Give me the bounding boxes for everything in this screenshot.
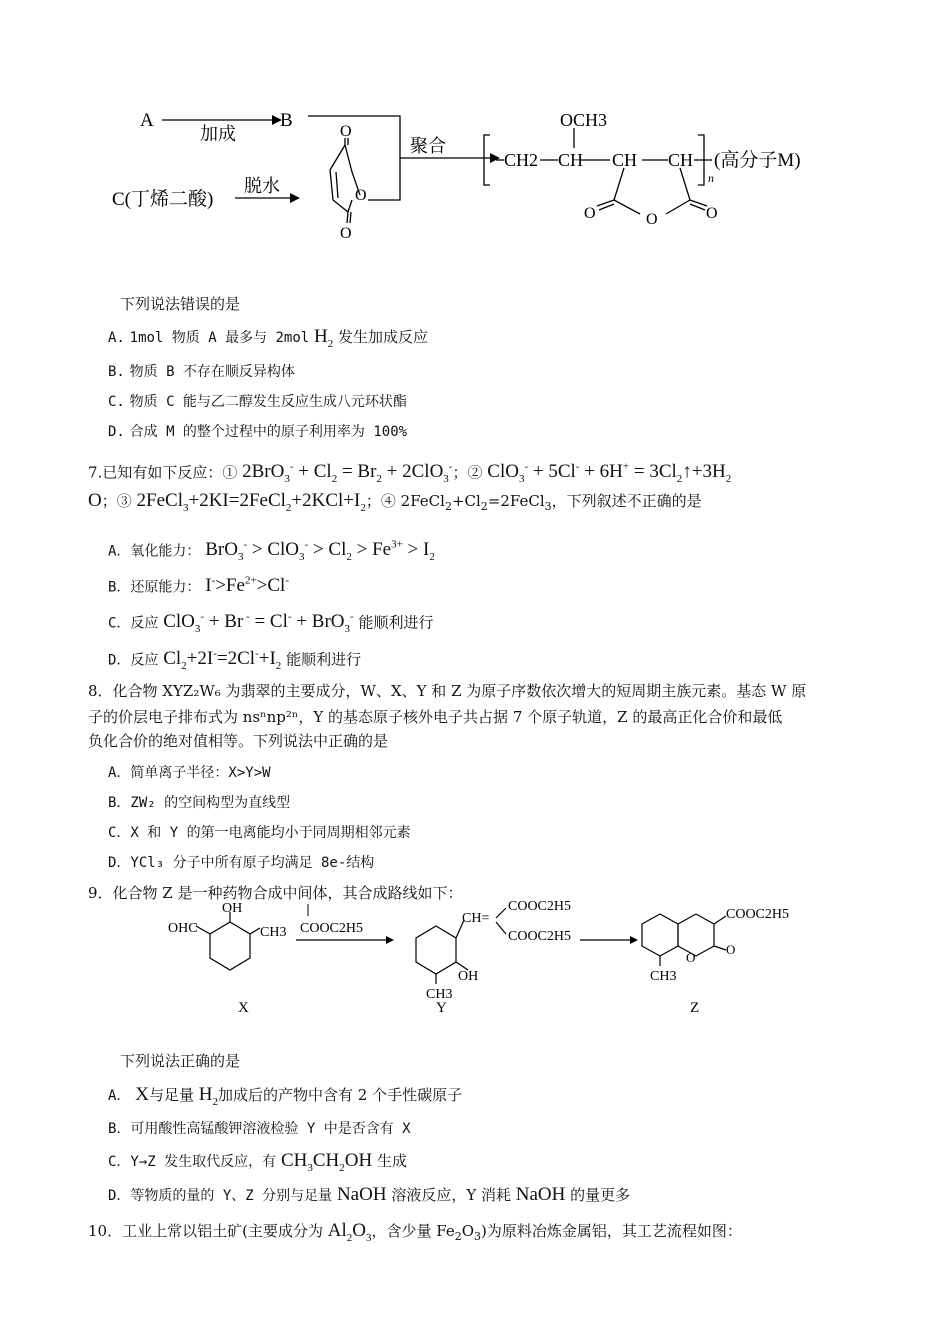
q9-option-b: B．可用酸性高锰酸钾溶液检验 Y 中是否含有 X [108,1121,411,1137]
svg-text:COOC2H5: COOC2H5 [300,921,364,936]
compound-c-label: C(丁烯二酸) [112,189,214,210]
q9-option-d: D．等物质的量的 Y、Z 分别与足量 NaOH 溶液反应，Y 消耗 NaOH 的量更多 [108,1184,631,1205]
compound-z-structure [642,914,726,966]
q7-option-c: C．反应 ClO$_3$- + Br - = Cl- + BrO$_3$- 能顺利进行 [108,611,434,636]
compound-a-label: A [140,110,154,131]
q6-option-b: B. 物质 B 不存在顺反异构体 [108,364,295,380]
q9-after-stem: 下列说法正确的是 [120,1052,241,1070]
q6-option-c: C. 物质 C 能与乙二醇发生反应生成八元环状酯 [108,394,407,410]
q8-stem-line1: 8．化合物 XYZ₂W₆ 为翡翠的主要成分，W、X、Y 和 Z 为原子序数依次增大的短周期主族元素。基态 W 原 [88,682,807,700]
q6-option-d: D. 合成 M 的整个过程中的原子利用率为 100% [108,424,408,440]
svg-text:O: O [706,205,718,222]
q9-option-c: C．Y→Z 发生取代反应，有 $CH_3CH_2OH$ 生成 [108,1150,407,1174]
compound-x-label: X [238,1000,249,1016]
svg-text:CH3: CH3 [260,925,287,940]
svg-text:CH: CH [558,150,584,170]
q8-stem-line2: 子的价层电子排布式为 nsⁿnp²ⁿ，Y 的基态原子核外电子共占据 7 个原子轨道，Z 的最高正化合价和最低 [88,708,783,726]
q10-stem: 10．工业上常以铝土矿(主要成分为 $Al_2O_3$，含少量 $Fe_2O_3$)为原料冶炼金属铝，其工艺流程如图： [88,1220,742,1244]
q7-option-b: B．还原能力： $I^->Fe^{2+}>Cl^-$ [108,575,289,597]
svg-text:O: O [340,225,352,242]
svg-text:CH3: CH3 [650,969,677,984]
addition-label: 加成 [200,124,236,144]
maleic-anhydride-structure [330,138,360,223]
q8-stem-line3: 负化合价的绝对值相等。下列说法中正确的是 [88,732,389,750]
svg-text:OH: OH [458,969,479,984]
svg-text:CH2: CH2 [504,150,539,170]
q7-stem-line2: O；③ $2FeCl_3+2KI=2FeCl_2+2KCl+I_2$；④ $2FeCl_2+Cl_2=2FeCl_3$，下列叙述不正确的是 [88,490,702,514]
q7-option-d: D．反应 $Cl_2+2I^-=2Cl^-+I_2$ 能顺利进行 [108,648,362,673]
svg-text:COOC2H5: COOC2H5 [508,900,572,914]
repeat-n-label: n [708,171,714,185]
q7-option-a: A．氧化能力： $BrO_3^- > ClO_3^- > Cl_2 > Fe^{3+} > I_2$ [108,539,435,564]
svg-text:OH: OH [222,901,243,916]
dehydration-label: 脱水 [244,176,280,196]
q8-option-b: B．ZW₂ 的空间构型为直线型 [108,795,291,811]
compound-y-label: Y [436,1000,447,1016]
svg-text:O: O [355,187,367,204]
compound-b-label: B [280,110,293,131]
q9-stem: 9．化合物 Z 是一种药物合成中间体，其合成路线如下： [88,884,463,902]
q8-option-c: C．X 和 Y 的第一电离能均小于同周期相邻元素 [108,825,411,841]
svg-text:CH3: CH3 [426,987,453,1002]
svg-text:OHC: OHC [168,921,198,936]
q8-option-a: A．简单离子半径：X>Y>W [108,765,271,781]
compound-z-label: Z [690,1000,700,1016]
q9-option-a: A． X与足量 $H_2$加成后的产物中含有 2 个手性碳原子 [108,1084,463,1108]
svg-text:O: O [686,950,696,965]
svg-text:O: O [340,123,352,140]
h2-formula: $H_2$ [314,326,334,350]
svg-text:O: O [584,205,596,222]
polymerization-label: 聚合 [410,136,446,156]
svg-text:CH: CH [668,150,694,170]
q8-option-d: D．YCl₃ 分子中所有原子均满足 8e-结构 [108,855,375,871]
compound-x-structure [196,912,260,970]
polymer-m-structure [484,128,712,214]
q6-stem: 下列说法错误的是 [120,295,241,313]
methoxy-label: OCH3 [560,110,608,130]
q7-stem-line1: 7.已知有如下反应：① $2BrO_3^- + Cl_2 = Br_2 + 2ClO_3^-$；② $ClO_3^- + 5Cl^- + 6H^+ = 3Cl_2↑+3H_2$ [88,461,732,486]
polymer-m-label: (高分子M) [714,150,801,171]
svg-text:CH=: CH= [462,911,490,926]
svg-text:O: O [726,942,736,957]
coumarin-synthesis-scheme [160,900,820,1020]
svg-text:CH: CH [612,150,638,170]
svg-text:O: O [646,211,658,228]
svg-text:COOC2H5: COOC2H5 [726,907,790,922]
polymer-synthesis-scheme [100,100,860,250]
q6-option-a: A. 1mol 物质 A 最多与 2mol $H_2$ 发生加成反应 [108,326,429,350]
svg-text:COOC2H5: COOC2H5 [508,929,572,944]
